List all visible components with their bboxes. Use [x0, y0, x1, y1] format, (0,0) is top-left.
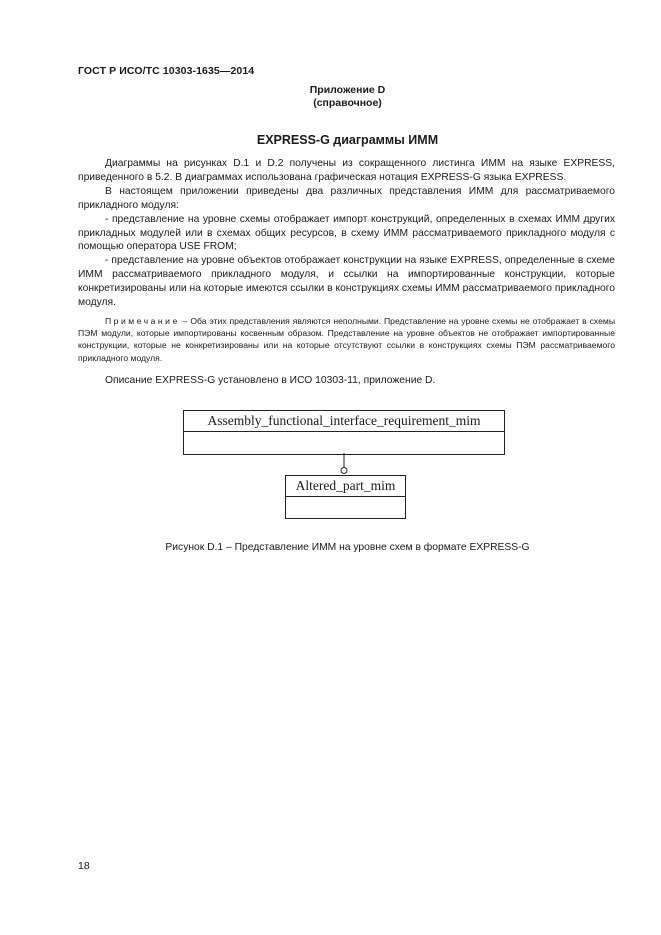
- paragraph: - представление на уровне схемы отображает импорт конструкций, определенных в схемах ИММ других прикладных модулей или в схемах общих ресурсов, в схему ИММ рассматриваемого прикладного модуля с помощью оператора USE FROM;: [78, 213, 615, 253]
- figure-caption: Рисунок D.1 – Представление ИММ на уровне схем в формате EXPRESS-G: [165, 542, 530, 553]
- body-text: [78, 157, 615, 310]
- note: [78, 315, 615, 364]
- section-title: EXPRESS-G диаграммы ИММ: [256, 133, 439, 147]
- schema-box-altered-part: [285, 475, 406, 519]
- description-text: Описание EXPRESS-G установлено в ИСО 10303-11, приложение D.: [105, 375, 436, 386]
- schema-box-assembly: [183, 410, 505, 455]
- document-header: ГОСТ Р ИСО/ТС 10303-1635—2014: [78, 65, 255, 77]
- paragraph: - представление на уровне объектов отображает конструкции на языке EXPRESS, определенные в схеме ИММ рассматриваемого прикладного модуля, и ссылки на импортированные конструкции, которые конкретизированы или на которые имеются ссылки в конструкциях схемы ИММ рассматриваемого прикладного модуля.: [78, 255, 615, 309]
- schema-label: Assembly_functional_interface_requirement_mim: [184, 411, 504, 432]
- paragraph: В настоящем приложении приведены два различных представления ИММ для рассматриваемого прикладного модуля:: [78, 185, 615, 211]
- annex-title: Приложение D: [309, 84, 386, 96]
- annex-subtitle: (справочное): [313, 97, 382, 109]
- schema-label: Altered_part_mim: [286, 476, 405, 497]
- note-label: Примечание: [105, 316, 180, 326]
- page-number: 18: [78, 860, 90, 872]
- annex-heading: [0, 84, 661, 110]
- paragraph: Диаграммы на рисунках D.1 и D.2 получены из сокращенного листинга ИММ на языке EXPRESS, приведенного в 5.2. В диаграммах использована графическая нотация EXPRESS-G языка EXPRESS.: [78, 158, 615, 183]
- connector-circle: [341, 468, 347, 474]
- use-from-connector: [335, 453, 355, 476]
- note-text: Оба этих представления являются неполными. Представление на уровне схемы не отображает в схемы ПЭМ модули, которые импортированы косвенным образом. Представление на уровне объектов не отображает импортированные конструкции, которые не конкретизированы или на которые отсутствуют ссылки в конструкциях схемы ПЭМ рассматриваемого прикладного модуля.: [78, 316, 615, 363]
- note-dash: –: [179, 316, 191, 326]
